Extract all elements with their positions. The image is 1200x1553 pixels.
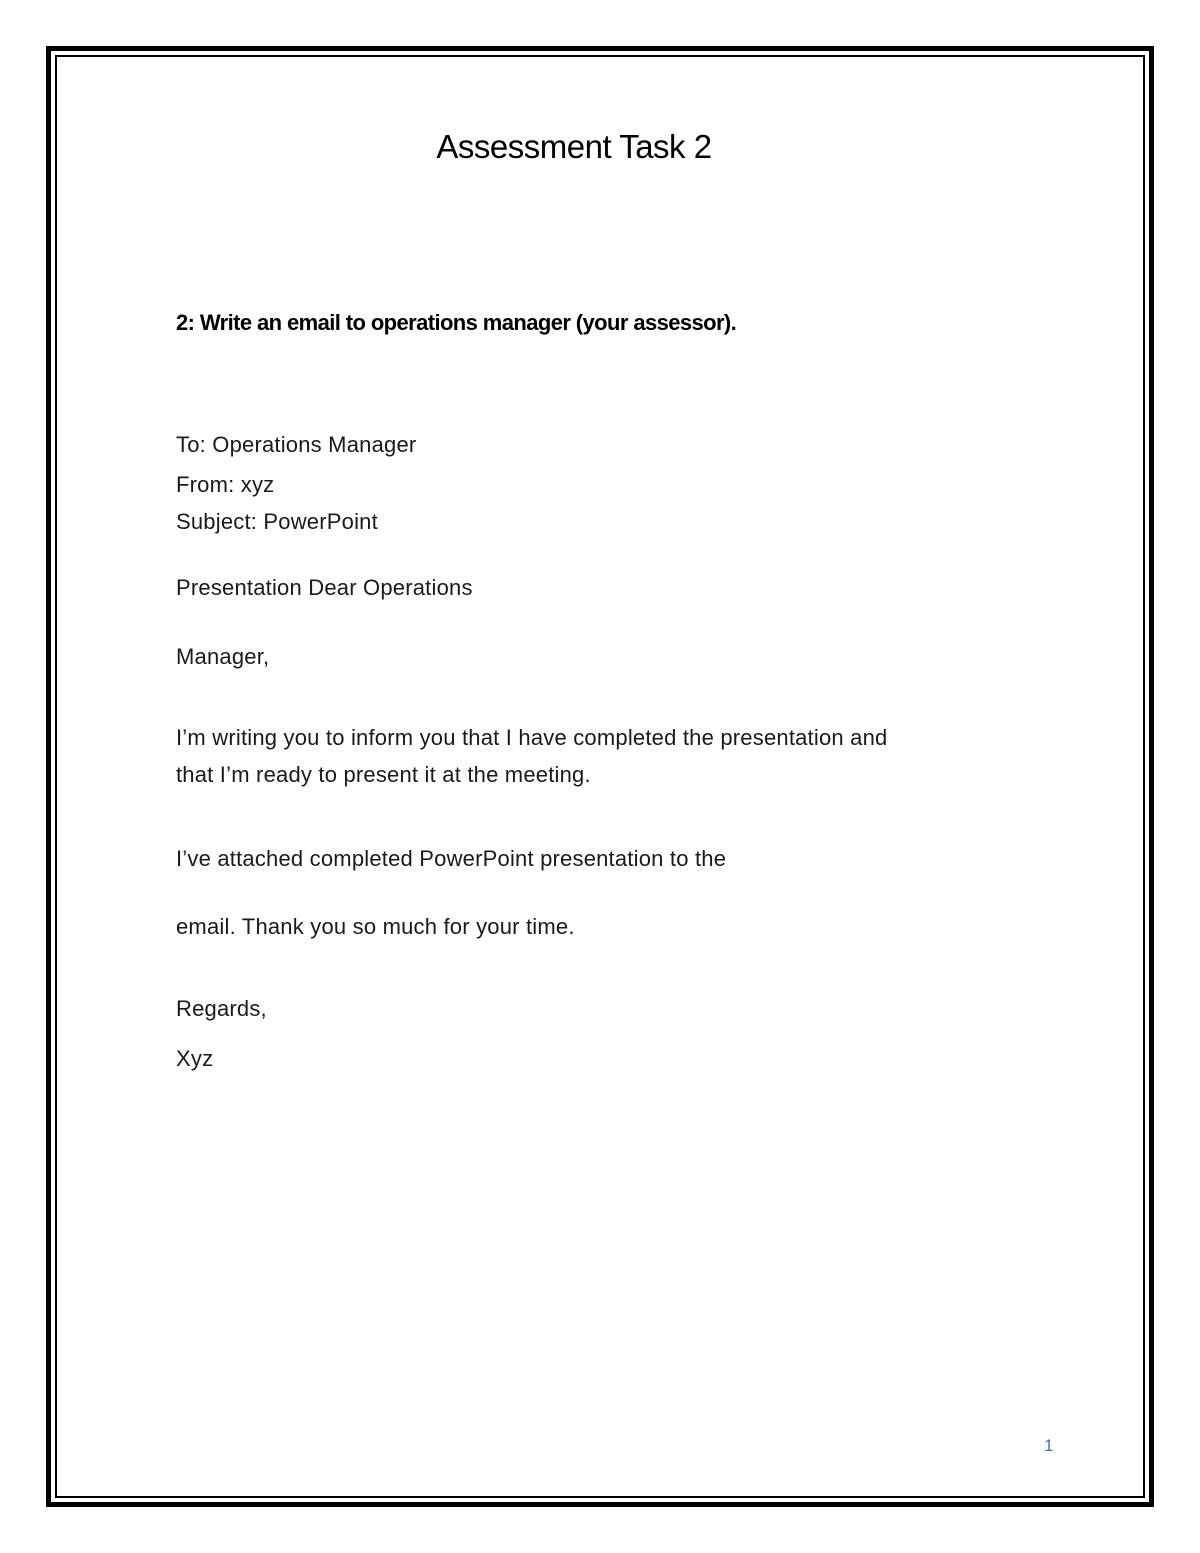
email-signature: Xyz	[176, 1046, 214, 1071]
email-body-line-3: I’ve attached completed PowerPoint presentation to the	[176, 846, 727, 871]
email-closing: Regards,	[176, 996, 267, 1021]
email-to-line: To: Operations Manager	[176, 432, 417, 457]
page-number: 1	[1044, 1436, 1054, 1455]
email-greeting-line-1: Presentation Dear Operations	[176, 575, 473, 600]
email-from-line: From: xyz	[176, 472, 275, 497]
email-greeting-line-2: Manager,	[176, 644, 270, 669]
document-title: Assessment Task 2	[436, 128, 712, 165]
email-body-line-4: email. Thank you so much for your time.	[176, 914, 575, 939]
task-heading: 2: Write an email to operations manager (your assessor).	[176, 310, 737, 335]
email-body-line-2: that I’m ready to present it at the meeting.	[176, 762, 591, 787]
email-body-line-1: I’m writing you to inform you that I have completed the presentation and	[176, 725, 888, 750]
email-subject-line: Subject: PowerPoint	[176, 509, 378, 534]
